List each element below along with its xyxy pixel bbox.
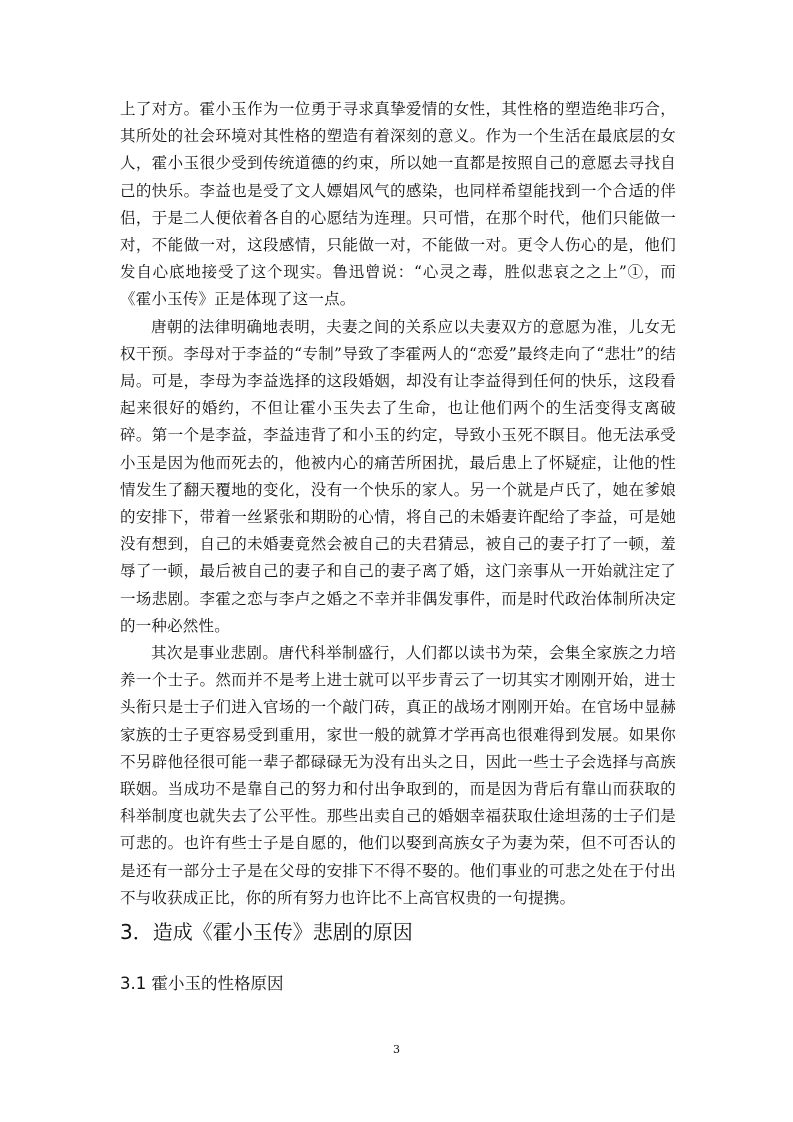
paragraph-tang-law: 唐朝的法律明确地表明，夫妻之间的关系应以夫妻双方的意愿为准，儿女无权干预。李母对于李益的“专制”导致了李霍两人的“恋爱”最终走向了“悲壮”的结局。可是，李母为李益选择的这段婚姻，却没有让李益得到任何的快乐，这段看起来很好的婚约，不但让霍小玉失去了生命，也让他们两个的生活变得支离破碎。第一个是李益，李益违背了和小玉的约定，导致小玉死不瞑目。他无法承受小玉是因为他而死去的，他被内心的痛苦所困扰，最后患上了怀疑症，让他的性情发生了翻天覆地的变化，没有一个快乐的家人。另一个就是卢氏了，她在爹娘的安排下，带着一丝紧张和期盼的心情，将自己的未婚妻许配给了李益，可是她没有想到，自己的未婚妻竟然会被自己的夫君猜忌，被自己的妻子打了一顿，羞辱了一顿，最后被自己的妻子和自己的妻子离了婚，这门亲事从一开始就注定了一场悲剧。李霍之恋与李卢之婚之不幸并非偶发事件，而是时代政治体制所决定的一种必然性。 [120, 317, 676, 635]
page-number: 3 [393, 1043, 400, 1056]
paragraph-continuation: 上了对方。霍小玉作为一位勇于寻求真挚爱情的女性，其性格的塑造绝非巧合，其所处的社会环境对其性格的塑造有着深刻的意义。作为一个生活在最底层的女人，霍小玉很少受到传统道德的约束，所以她一直都是按照自己的意愿去寻找自己的快乐。李益也是受了文人嫖娼风气的感染，也同样希望能找到一个合适的伴侣，于是二人便依着各自的心愿结为连理。只可惜，在那个时代，他们只能做一对，不能做一对，这段感情，只能做一对，不能做一对。更令人伤心的是，他们发自心底地接受了这个现实。鲁迅曾说：“心灵之毒，胜似悲哀之之上”①，而《霍小玉传》正是体现了这一点。 [120, 100, 676, 309]
body-text [120, 96, 676, 912]
section-heading: 3．造成《霍小玉传》悲剧的原因 [120, 920, 413, 944]
paragraph-career-tragedy: 其次是事业悲剧。唐代科举制盛行，人们都以读书为荣，会集全家族之力培养一个士子。然而并不是考上进士就可以平步青云了一切其实才刚刚开始，进士头衔只是士子们进入官场的一个敲门砖，真正的战场才刚刚开始。在官场中显赫家族的士子更容易受到重用，家世一般的就算才学再高也很难得到发展。如果你不另辟他径很可能一辈子都碌碌无为没有出头之日，因此一些士子会选择与高族联姻。当成功不是靠自己的努力和付出争取到的，而是因为背后有靠山而获取的科举制度也就失去了公平性。那些出卖自己的婚姻幸福获取仕途坦荡的士子们是可悲的。也许有些士子是自愿的，他们以娶到高族女子为妻为荣，但不可否认的是还有一部分士子是在父母的安排下不得不娶的。他们事业的可悲之处在于付出不与收获成正比，你的所有努力也许比不上高官权贵的一句提携。 [120, 644, 676, 907]
subsection-heading: 3.1 霍小玉的性格原因 [120, 974, 284, 993]
